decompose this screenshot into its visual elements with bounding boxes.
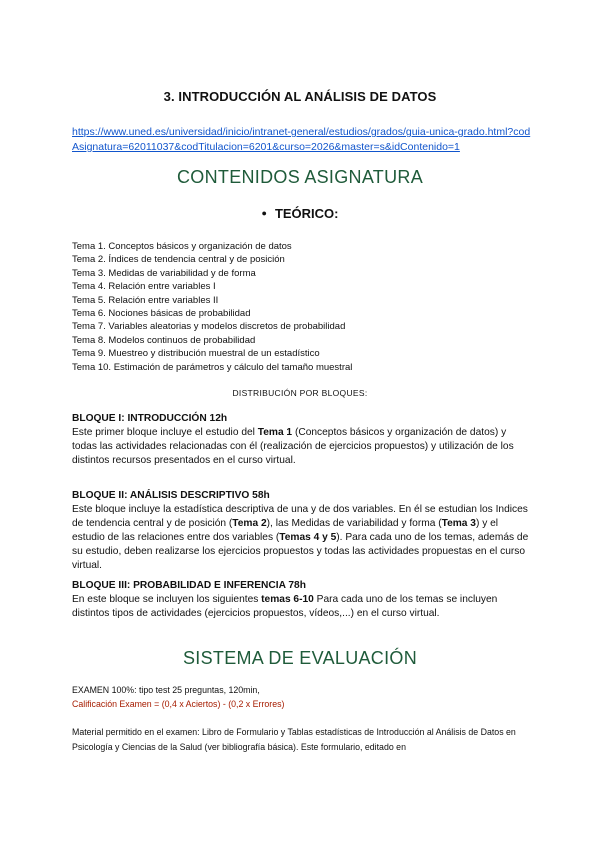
list-item: Tema 4. Relación entre variables I [72, 281, 216, 293]
sistema-heading: SISTEMA DE EVALUACIÓN [182, 648, 418, 668]
block-1-heading: BLOQUE I: INTRODUCCIÓN 12h [72, 413, 228, 424]
block-2-text: ), las Medidas de variabilidad y forma ( [266, 518, 442, 529]
grade-formula: Calificación Examen = (0,4 x Aciertos) - (0,2 x Errores) [72, 699, 285, 709]
block-2 [72, 489, 532, 573]
list-item: Tema 5. Relación entre variables II [72, 294, 219, 306]
distribution-heading: DISTRIBUCIÓN POR BLOQUES: [232, 388, 368, 398]
bullet-icon: ● [261, 208, 267, 218]
list-item: Tema 3. Medidas de variabilidad y de forma [72, 267, 256, 279]
block-2-heading: BLOQUE II: ANÁLISIS DESCRIPTIVO 58h [72, 490, 270, 501]
exam-line: EXAMEN 100%: tipo test 25 preguntas, 120min, [72, 685, 260, 695]
block-3-text: Para cada uno de los temas se incluyen distintos tipos de actividades (ejercicios propuestos, vídeos,...) en el curso virtual. [72, 594, 498, 619]
block-1 [72, 412, 532, 468]
list-item: Tema 1. Conceptos básicos y organización de datos [72, 241, 292, 252]
section-title: 3. INTRODUCCIÓN AL ANÁLISIS DE DATOS [163, 89, 437, 104]
block-1-text: (Conceptos básicos y organización de datos) y todas las actividades relacionadas con él (realización de ejercicios propuestos) y utilización de los distintos recursos presentados en el curso virtual. [72, 427, 514, 466]
block-1-text: Este primer bloque incluye el estudio del [72, 427, 258, 438]
block-3-bold: temas 6-10 [261, 594, 314, 605]
list-item: Tema 9. Muestreo y distribución muestral de un estadístico [72, 348, 320, 360]
course-guide-link[interactable]: https://www.uned.es/universidad/inicio/intranet-general/estudios/grados/guia-unica-grado.html?codAsignatura=62011037&codTitulacion=6201&curso=2026&master=s&idContenido=1 [72, 126, 531, 153]
list-item: Tema 6. Nociones básicas de probabilidad [72, 308, 251, 320]
block-3-heading: BLOQUE III: PROBABILIDAD E INFERENCIA 78h [72, 580, 306, 591]
exam-info [72, 683, 532, 711]
list-item: Tema 10. Estimación de parámetros y cálculo del tamaño muestral [72, 361, 353, 373]
block-3 [72, 579, 532, 621]
teorico-label: TEÓRICO: [274, 206, 339, 221]
topic-list [72, 240, 542, 374]
list-item: Tema 8. Modelos continuos de probabilidad [72, 334, 256, 346]
block-2-text: ) y el estudio de las relaciones entre dos variables ( [72, 518, 499, 543]
list-item: Tema 2. Índices de tendencia central y de posición [72, 254, 285, 266]
block-2-bold: Temas 4 y 5 [279, 532, 337, 543]
contenidos-heading: CONTENIDOS ASIGNATURA [177, 167, 423, 187]
list-item: Tema 7. Variables aleatorias y modelos discretos de probabilidad [72, 321, 346, 333]
block-2-bold: Tema 2 [232, 518, 267, 529]
material-paragraph: Material permitido en el examen: Libro de Formulario y Tablas estadísticas de Introducción al Análisis de Datos en Psicología y Ciencias de la Salud (ver bibliografía básica). Este formulario, editado en [72, 727, 516, 752]
teorico-heading [0, 206, 600, 221]
block-2-text: Este bloque incluye la estadística descriptiva de una y de dos variables. En él se estudian los Indices de tendencia central y de posición ( [72, 504, 528, 529]
block-2-text: ). Para cada uno de los temas, además de su estudio, deben realizarse los ejercicios propuestos y todas las actividades propuestas en el curso virtual. [72, 532, 529, 571]
block-3-text: En este bloque se incluyen los siguientes [72, 594, 262, 605]
block-2-bold: Tema 3 [441, 518, 476, 529]
block-1-bold: Tema 1 [257, 427, 293, 438]
